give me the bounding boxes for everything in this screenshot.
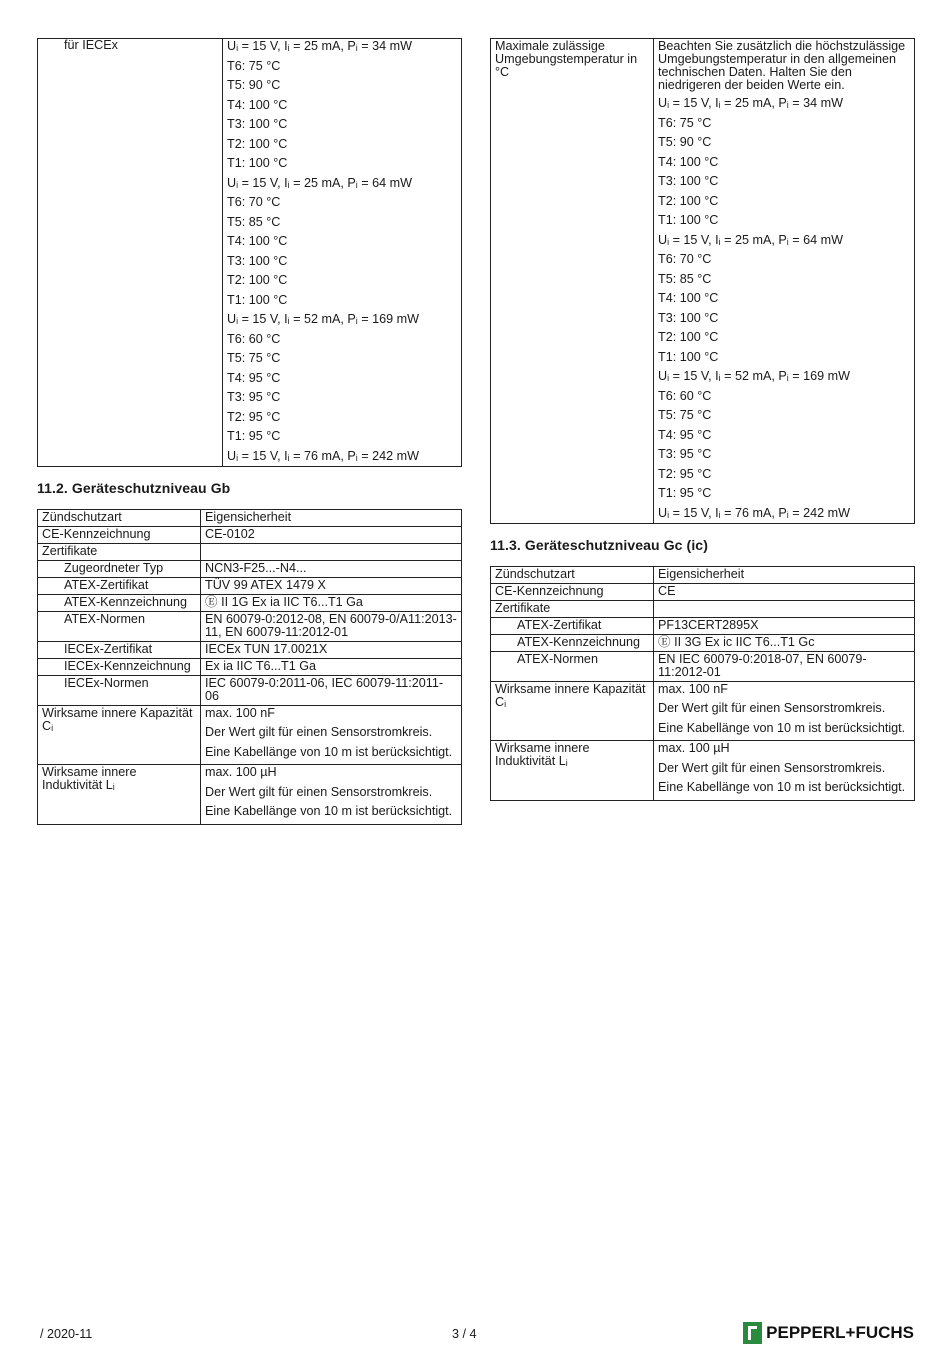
- spec-value-cell: [654, 617, 915, 634]
- ambient-temperature-table: [490, 38, 915, 524]
- spec-value-cell: [201, 577, 462, 594]
- spec-label: Wirksame innere Induktivität Lᵢ: [491, 741, 654, 801]
- spec-row: [491, 617, 915, 634]
- spec-row: [38, 641, 462, 658]
- spec-row: [38, 658, 462, 675]
- spec-value: max. 100 µH: [205, 765, 277, 779]
- spec-value: Der Wert gilt für einen Sensorstromkreis.: [658, 760, 886, 775]
- temperature-class-value: T2: 100 °C: [658, 193, 719, 208]
- spec-label: ATEX-Zertifikat: [491, 617, 654, 634]
- temperature-class-value: T4: 100 °C: [658, 154, 719, 169]
- temperature-values: [223, 39, 462, 467]
- temperature-class-value: T1: 100 °C: [658, 349, 719, 364]
- spec-value: [658, 601, 910, 604]
- spec-row: [491, 634, 915, 651]
- spec-row: [38, 509, 462, 526]
- spec-label: Zertifikate: [38, 543, 201, 560]
- spec-value-cell: [201, 594, 462, 611]
- temperature-class-value: T5: 90 °C: [227, 78, 281, 92]
- spec-value-cell: [201, 675, 462, 705]
- spec-value: IEC 60079-0:2011-06, IEC 60079-11:2011-06: [205, 675, 444, 703]
- spec-value-cell: [201, 509, 462, 526]
- temperature-class-value: T6: 70 °C: [658, 252, 712, 266]
- spec-value: EN 60079-0:2012-08, EN 60079-0/A11:2013-11, EN 60079-11:2012-01: [205, 611, 457, 639]
- spec-label: Zugeordneter Typ: [38, 560, 201, 577]
- spec-label: ATEX-Normen: [38, 611, 201, 641]
- spec-row: [491, 741, 915, 801]
- spec-value: Eine Kabellänge von 10 m ist berücksichtigt.: [658, 780, 906, 794]
- temperature-class-value: T1: 100 °C: [227, 156, 288, 170]
- spec-label: CE-Kennzeichnung: [491, 583, 654, 600]
- spec-value: max. 100 µH: [658, 741, 730, 755]
- spec-value: Eine Kabellänge von 10 m ist berücksichtigt.: [205, 744, 453, 759]
- spec-label: ATEX-Normen: [491, 651, 654, 681]
- spec-value: PF13CERT2895X: [658, 617, 759, 632]
- spec-value: NCN3-F25...-N4...: [205, 560, 307, 575]
- spec-value-cell: [201, 705, 462, 765]
- spec-value-cell: [201, 641, 462, 658]
- spec-row: [491, 583, 915, 600]
- temperature-class-value: T5: 85 °C: [227, 214, 281, 229]
- spec-row: [491, 651, 915, 681]
- spec-value-cell: [201, 611, 462, 641]
- temperature-class-value: T4: 95 °C: [227, 370, 281, 385]
- spec-row: [38, 594, 462, 611]
- temperature-class-value: T6: 60 °C: [658, 388, 712, 403]
- spec-label: IECEx-Normen: [38, 675, 201, 705]
- spec-value: EN IEC 60079-0:2018-07, EN 60079-11:2012-01: [658, 651, 867, 679]
- spec-value-cell: [201, 765, 462, 825]
- spec-row: [38, 526, 462, 543]
- electrical-rating-value: Uᵢ = 15 V, Iᵢ = 25 mA, Pᵢ = 64 mW: [658, 232, 844, 247]
- spec-value-cell: [654, 681, 915, 741]
- temperature-class-value: T2: 100 °C: [227, 136, 288, 151]
- ambient-temperature-label: Maximale zulässige Umgebungstemperatur in °C: [491, 39, 654, 524]
- spec-row: [38, 611, 462, 641]
- spec-label: IECEx-Kennzeichnung: [38, 658, 201, 675]
- temperature-class-value: T4: 100 °C: [227, 234, 288, 248]
- temperature-class-value: T3: 100 °C: [227, 253, 288, 268]
- temperature-class-value: T1: 95 °C: [658, 486, 712, 500]
- spec-row: [38, 705, 462, 765]
- temperature-class-value: T6: 70 °C: [227, 195, 281, 209]
- section-heading-gb: 11.2. Geräteschutzniveau Gb: [37, 479, 231, 496]
- temperature-class-value: T1: 100 °C: [658, 213, 719, 227]
- right-column: [490, 38, 915, 801]
- temperature-class-value: T2: 95 °C: [658, 466, 712, 481]
- electrical-rating-value: Uᵢ = 15 V, Iᵢ = 25 mA, Pᵢ = 34 mW: [227, 39, 413, 53]
- spec-value-cell: [654, 566, 915, 583]
- left-column: [37, 38, 462, 825]
- spec-label: IECEx-Zertifikat: [38, 641, 201, 658]
- temperature-class-value: T2: 100 °C: [658, 330, 719, 344]
- temperature-class-value: T5: 90 °C: [658, 135, 712, 149]
- electrical-rating-value: Uᵢ = 15 V, Iᵢ = 52 mA, Pᵢ = 169 mW: [227, 312, 420, 326]
- spec-value: Eigensicherheit: [658, 566, 745, 581]
- gb-spec-table: [37, 509, 462, 825]
- spec-value: CE: [658, 583, 676, 598]
- spec-value-cell: [201, 560, 462, 577]
- spec-value-cell: [201, 526, 462, 543]
- spec-label: Zertifikate: [491, 600, 654, 617]
- spec-label: ATEX-Kennzeichnung: [38, 594, 201, 611]
- spec-value: Ex ia IIC T6...T1 Ga: [205, 658, 317, 673]
- iecex-temperature-table: [37, 38, 462, 467]
- temperature-class-value: T2: 95 °C: [227, 409, 281, 424]
- temperature-class-value: T6: 75 °C: [227, 58, 281, 73]
- spec-row: [38, 765, 462, 825]
- temperature-class-value: T3: 100 °C: [658, 174, 719, 188]
- iecex-label: für IECEx: [38, 39, 223, 467]
- temperature-class-value: T3: 95 °C: [227, 390, 281, 404]
- spec-value-cell: [654, 583, 915, 600]
- spec-value: Der Wert gilt für einen Sensorstromkreis.: [205, 784, 433, 799]
- temperature-class-value: T3: 100 °C: [658, 310, 719, 325]
- temperature-class-value: T6: 60 °C: [227, 331, 281, 346]
- spec-value: CE-0102: [205, 526, 255, 541]
- spec-label: Wirksame innere Induktivität Lᵢ: [38, 765, 201, 825]
- spec-value: Eine Kabellänge von 10 m ist berücksichtigt.: [205, 804, 453, 818]
- temperature-class-value: T6: 75 °C: [658, 115, 712, 130]
- temperature-class-value: T1: 100 °C: [227, 292, 288, 307]
- temperature-class-value: T2: 100 °C: [227, 273, 288, 287]
- spec-value: Ⓔ II 3G Ex ic IIC T6...T1 Gc: [658, 634, 815, 649]
- temperature-class-value: T4: 100 °C: [227, 97, 288, 112]
- spec-label: ATEX-Zertifikat: [38, 577, 201, 594]
- temperature-class-value: T5: 75 °C: [227, 351, 281, 365]
- temperature-class-value: T3: 95 °C: [658, 447, 712, 461]
- spec-label: Wirksame innere Kapazität Cᵢ: [491, 681, 654, 741]
- footer-date: / 2020-11: [40, 1327, 93, 1341]
- temperature-class-value: T4: 100 °C: [658, 291, 719, 305]
- spec-value: Ⓔ II 1G Ex ia IIC T6...T1 Ga: [205, 594, 363, 609]
- spec-value-cell: [654, 634, 915, 651]
- temperature-class-value: T5: 75 °C: [658, 408, 712, 422]
- spec-label: ATEX-Kennzeichnung: [491, 634, 654, 651]
- logo-text: PEPPERL+FUCHS: [766, 1323, 914, 1342]
- temperature-class-value: T1: 95 °C: [227, 429, 281, 443]
- spec-value: IECEx TUN 17.0021X: [205, 641, 328, 656]
- spec-value: Eigensicherheit: [205, 509, 292, 524]
- section-heading-gc: 11.3. Geräteschutzniveau Gc (ic): [490, 536, 708, 553]
- spec-row: [491, 600, 915, 617]
- spec-value-cell: [654, 741, 915, 801]
- spec-value: max. 100 nF: [205, 705, 275, 720]
- temperature-class-value: T4: 95 °C: [658, 427, 712, 442]
- spec-label: Zündschutzart: [491, 566, 654, 583]
- spec-label: Wirksame innere Kapazität Cᵢ: [38, 705, 201, 765]
- spec-value: max. 100 nF: [658, 681, 728, 696]
- spec-value: [205, 544, 457, 547]
- temperature-class-value: T3: 100 °C: [227, 117, 288, 131]
- electrical-rating-value: Uᵢ = 15 V, Iᵢ = 52 mA, Pᵢ = 169 mW: [658, 369, 851, 383]
- gc-spec-table: [490, 566, 915, 801]
- spec-value: TÜV 99 ATEX 1479 X: [205, 577, 326, 592]
- temperature-values: [654, 39, 915, 524]
- brand-logo: [743, 1322, 914, 1344]
- spec-value-cell: [201, 543, 462, 560]
- temperature-class-value: T5: 85 °C: [658, 271, 712, 286]
- spec-value-cell: [654, 600, 915, 617]
- spec-value-cell: [201, 658, 462, 675]
- footer-page-number: 3 / 4: [452, 1327, 477, 1341]
- spec-row: [38, 560, 462, 577]
- spec-label: Zündschutzart: [38, 509, 201, 526]
- electrical-rating-value: Uᵢ = 15 V, Iᵢ = 25 mA, Pᵢ = 34 mW: [658, 96, 844, 110]
- electrical-rating-value: Uᵢ = 15 V, Iᵢ = 76 mA, Pᵢ = 242 mW: [658, 505, 851, 520]
- logo-mark-icon: [743, 1322, 762, 1344]
- spec-row: [491, 681, 915, 741]
- spec-value: Eine Kabellänge von 10 m ist berücksichtigt.: [658, 720, 906, 735]
- spec-row: [491, 566, 915, 583]
- ambient-intro-text: Beachten Sie zusätzlich die höchstzulässige Umgebungstemperatur in den allgemeinen technischen Daten. Halten Sie den niedrigeren der beiden Werte ein.: [658, 39, 906, 92]
- spec-label: CE-Kennzeichnung: [38, 526, 201, 543]
- spec-value-cell: [654, 651, 915, 681]
- spec-value: Der Wert gilt für einen Sensorstromkreis.: [205, 725, 433, 739]
- spec-value: Der Wert gilt für einen Sensorstromkreis.: [658, 701, 886, 715]
- spec-row: [38, 675, 462, 705]
- spec-row: [38, 543, 462, 560]
- electrical-rating-value: Uᵢ = 15 V, Iᵢ = 76 mA, Pᵢ = 242 mW: [227, 448, 420, 463]
- spec-row: [38, 577, 462, 594]
- electrical-rating-value: Uᵢ = 15 V, Iᵢ = 25 mA, Pᵢ = 64 mW: [227, 175, 413, 190]
